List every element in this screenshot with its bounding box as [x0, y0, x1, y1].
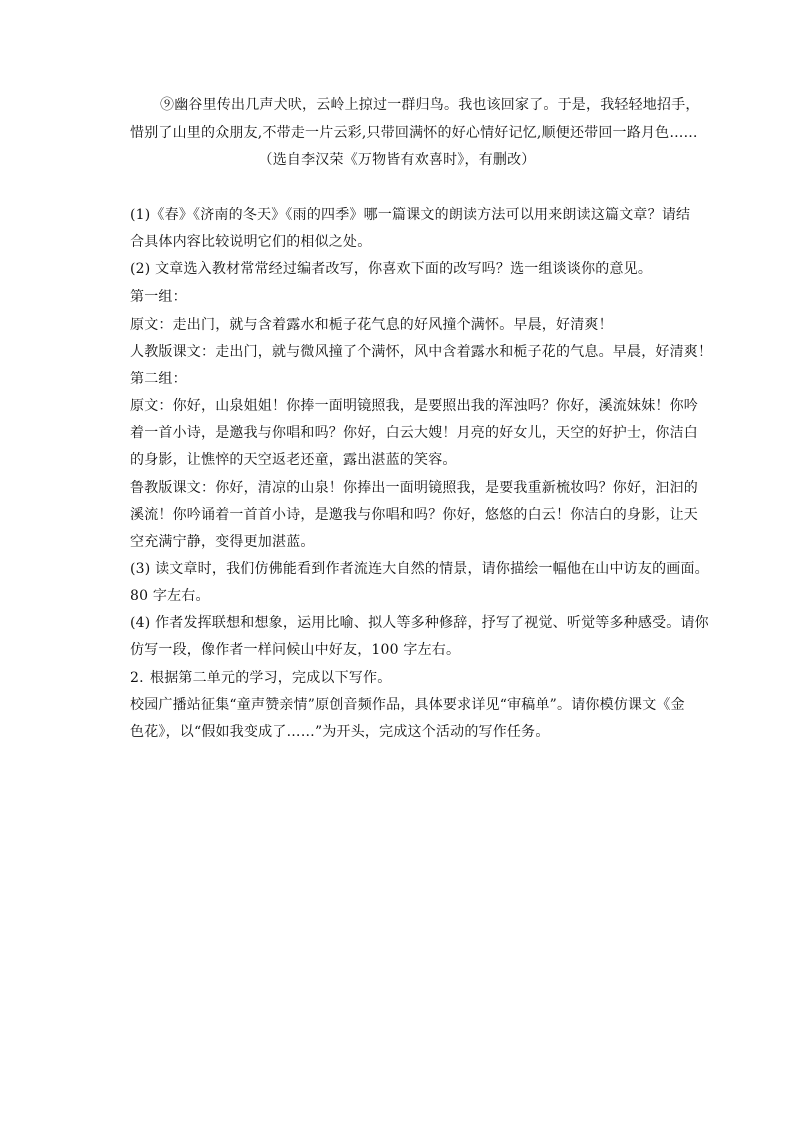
task-2-number: 2.	[130, 670, 144, 686]
task-2-heading: 根据第二单元的学习，完成以下写作。	[150, 670, 392, 686]
group-1-original: 原文：走出门，就与含着露水和栀子花气息的好风撞个满怀。早晨，好清爽！	[130, 317, 613, 333]
task-2-body-line-2: 色花》，以“假如我变成了……”为开头，完成这个活动的写作任务。	[130, 724, 550, 740]
question-4-line-2: 仿写一段，像作者一样问候山中好友，100 字左右。	[130, 642, 461, 658]
passage-source: （选自李汉荣《万物皆有欢喜时》，有删改）	[258, 152, 536, 168]
passage-line-2: 惜别了山里的众朋友,不带走一片云彩,只带回满怀的好心情好记忆,顺便还带回一路月色……	[130, 125, 698, 141]
question-1-line-1: (1)《春》《济南的冬天》《雨的四季》哪一篇课文的朗读方法可以用来朗读这篇文章？请结	[130, 207, 691, 223]
task-2-body-line-1: 校园广播站征集“童声赞亲情”原创音频作品，具体要求详见“审稿单”。请你模仿课文《金	[130, 697, 685, 713]
group-1-revised: 人教版课文：走出门，就与微风撞了个满怀，风中含着露水和栀子花的气息。早晨，好清爽！	[130, 344, 713, 360]
group-2-label: 第二组：	[130, 371, 187, 387]
question-2-line-1: (2) 文章选入教材常常经过编者改写，你喜欢下面的改写吗？选一组谈谈你的意见。	[130, 261, 653, 277]
group-2-original-line-3: 的身影，让憔悴的天空返老还童，露出湛蓝的笑容。	[130, 452, 457, 468]
question-4-line-1: (4) 作者发挥联想和想象，运用比喻、拟人等多种修辞，抒写了视觉、听觉等多种感受。请你	[130, 615, 709, 631]
group-2-original-line-1: 原文：你好，山泉姐姐！你捧一面明镜照我，是要照出我的浑浊吗？你好，溪流妹妹！你吟	[130, 398, 698, 414]
question-1-line-2: 合具体内容比较说明它们的相似之处。	[130, 234, 372, 250]
question-3-line-1: (3) 读文章时，我们仿佛能看到作者流连大自然的情景，请你描绘一幅他在山中访友的画面。	[130, 561, 709, 577]
group-2-revised-line-1: 鲁教版课文：你好，清凉的山泉！你捧出一面明镜照我，是要我重新梳妆吗？你好，汩汩的	[130, 480, 698, 496]
group-2-revised-line-3: 空充满宁静，变得更加湛蓝。	[130, 534, 315, 550]
group-2-revised-line-2: 溪流！你吟诵着一首首小诗，是邀我与你唱和吗？你好，悠悠的白云！你洁白的身影，让天	[130, 507, 698, 523]
question-3-line-2: 80 字左右。	[130, 588, 210, 604]
passage-line-1: ⑨幽谷里传出几声犬吠，云岭上掠过一群归鸟。我也该回家了。于是，我轻轻地招手，	[160, 97, 700, 113]
group-2-original-line-2: 着一首小诗，是邀我与你唱和吗？你好，白云大嫂！月亮的好女儿，天空的好护士，你洁白	[130, 425, 698, 441]
group-1-label: 第一组：	[130, 289, 187, 305]
